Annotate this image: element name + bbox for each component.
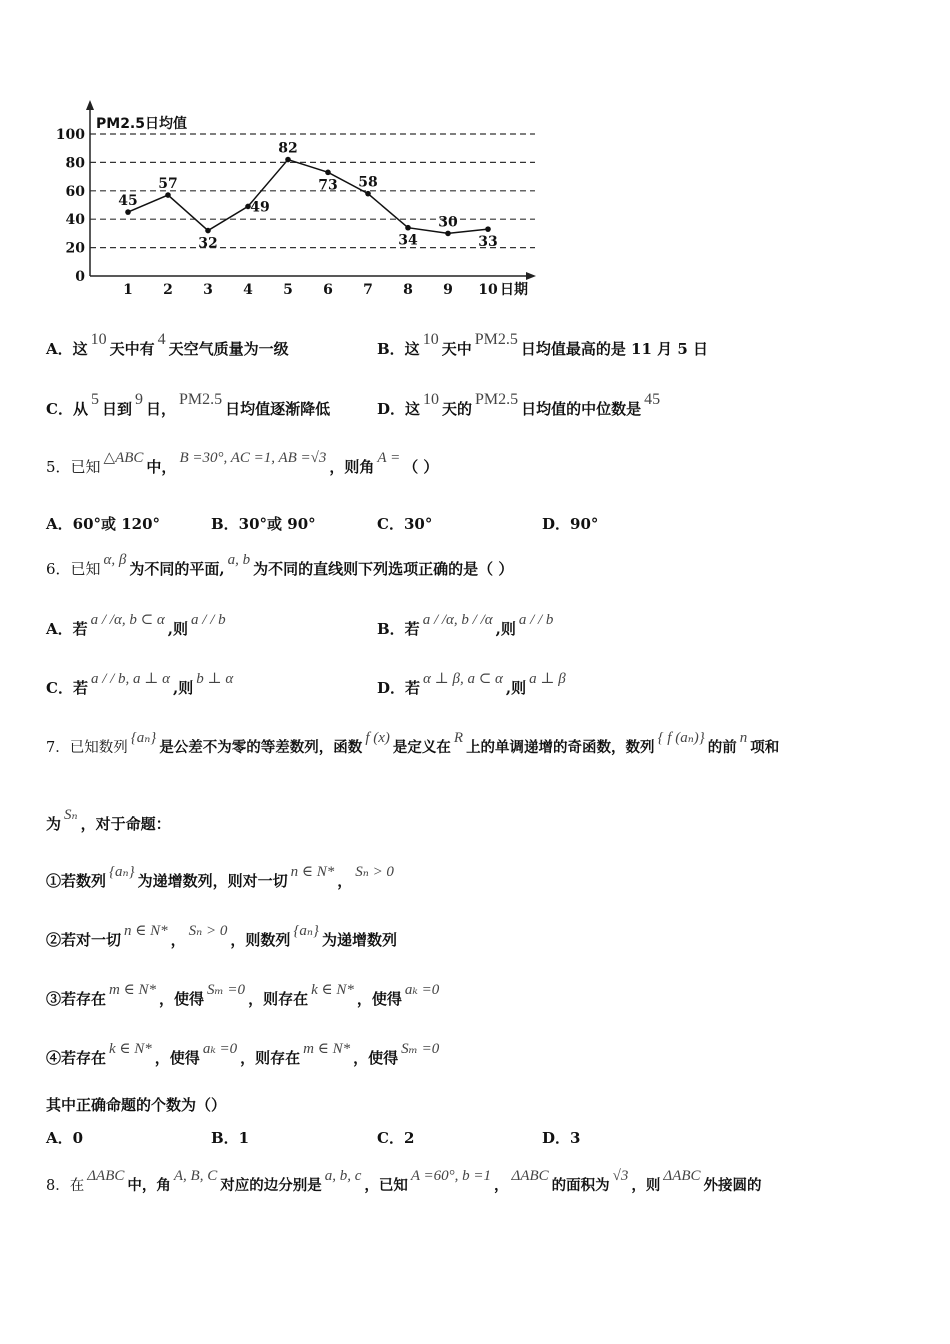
data-labels: [118, 141, 497, 252]
data-label: 30: [438, 214, 458, 231]
data-label: 58: [358, 174, 378, 191]
data-point: [405, 225, 411, 231]
q6-option-c: C．若 a / / b, a ⊥ α ,则 b ⊥ α: [46, 671, 234, 697]
y-tick-labels: [56, 127, 85, 285]
q4-option-c: C．从5日到9日，PM2.5日均值逐渐降低: [46, 391, 331, 418]
data-label: 57: [158, 176, 178, 193]
data-point: [285, 157, 291, 163]
data-label: 45: [118, 193, 138, 210]
x-tick-label: 7: [363, 282, 373, 298]
q5-option-c: C．30°: [377, 515, 433, 533]
data-label: 34: [398, 232, 418, 249]
q6-option-d: D．若 α ⊥ β, a ⊂ α ,则 a ⊥ β: [377, 671, 566, 697]
q7-option-a: A．0: [46, 1129, 84, 1147]
x-tick-label: 4: [243, 282, 253, 298]
q7-option-b: B．1: [211, 1129, 250, 1147]
series-line: [128, 160, 488, 234]
x-axis-arrow: [526, 272, 536, 280]
data-label: 49: [250, 199, 270, 216]
q7-proposition-3: ③若存在 m ∈ N* ，使得 Sₘ =0 ，则存在 k ∈ N* ，使得 aₖ =0: [46, 982, 440, 1008]
data-points: [125, 157, 491, 236]
pm25-line-chart: [55, 98, 550, 308]
q7-proposition-1: ①若数列 {aₙ} 为递增数列，则对一切 n ∈ N* ， Sₙ > 0: [46, 864, 394, 890]
q7-proposition-2: ②若对一切 n ∈ N* ， Sₙ > 0 ，则数列 {aₙ} 为递增数列: [46, 923, 397, 949]
x-tick-label: 8: [403, 282, 413, 298]
y-axis-arrow: [86, 100, 94, 110]
q5-option-b: B．30°或 90°: [211, 515, 316, 533]
y-tick-label: 60: [65, 183, 85, 200]
chart-title: PM2.5日均值: [96, 116, 187, 132]
data-point: [325, 170, 331, 176]
data-point: [485, 226, 491, 232]
q6-option-a: A．若 a / /α, b ⊂ α ,则 a / / b: [46, 612, 226, 638]
x-tick-label: 5: [283, 282, 293, 298]
y-tick-label: 100: [55, 127, 85, 143]
q7-option-d: D．3: [542, 1129, 581, 1147]
y-tick-label: 20: [65, 240, 85, 257]
y-tick-label: 0: [75, 269, 85, 285]
q4-option-d: D．这10天的PM2.5日均值的中位数是45: [377, 391, 661, 418]
q7-stem-line1: 7．已知数列{aₙ}是公差不为零的等差数列，函数f (x)是定义在R上的单调递增的奇函数，数列{ f (aₙ)}的前n项和: [46, 730, 780, 756]
x-tick-label: 9: [443, 282, 453, 298]
q6-option-b: B．若 a / /α, b / /α ,则 a / / b: [377, 612, 554, 638]
y-tick-label: 40: [65, 212, 85, 229]
q6-stem: 6．已知 α, β 为不同的平面, a, b 为不同的直线则下列选项正确的是（ ）: [46, 552, 514, 578]
q5-stem: 5．已知 △ABC 中， B =30°, AC =1, AB =√3 ，则角 A = （ ）: [46, 450, 439, 476]
q8-stem: 8．在ΔABC中，角A, B, C对应的边分别是a, b, c，已知A =60°, b =1，ΔABC的面积为√3，则ΔABC外接圆的: [46, 1168, 762, 1194]
x-tick-label: 10: [478, 282, 498, 298]
q4-option-b: B．这10天中PM2.5日均值最高的是 11 月 5 日: [377, 331, 709, 358]
data-point: [365, 191, 371, 197]
data-label: 33: [478, 234, 498, 251]
data-point: [445, 231, 451, 237]
data-point: [125, 209, 131, 215]
q5-option-a: A．60°或 120°: [46, 515, 161, 533]
x-axis-label: 日期: [500, 282, 528, 298]
data-label: 32: [198, 235, 218, 252]
q4-option-a: A．这10天中有4天空气质量为一级: [46, 331, 289, 358]
x-tick-label: 1: [123, 282, 133, 298]
data-label: 82: [278, 140, 298, 157]
x-tick-label: 3: [203, 282, 213, 298]
q7-proposition-4: ④若存在 k ∈ N* ，使得 aₖ =0 ，则存在 m ∈ N* ，使得 Sₘ =0: [46, 1041, 440, 1067]
x-tick-labels: [123, 282, 498, 298]
x-tick-label: 6: [323, 282, 333, 298]
data-point: [165, 192, 171, 198]
q5-option-d: D．90°: [542, 515, 599, 533]
q7-option-c: C．2: [377, 1129, 415, 1147]
q7-stem-line2: 为 Sₙ ，对于命题：: [46, 807, 171, 833]
q7-question: 其中正确命题的个数为（）: [46, 1096, 227, 1114]
x-tick-label: 2: [163, 282, 173, 298]
y-tick-label: 80: [65, 155, 85, 172]
data-point: [205, 228, 211, 234]
data-label: 73: [318, 177, 338, 194]
